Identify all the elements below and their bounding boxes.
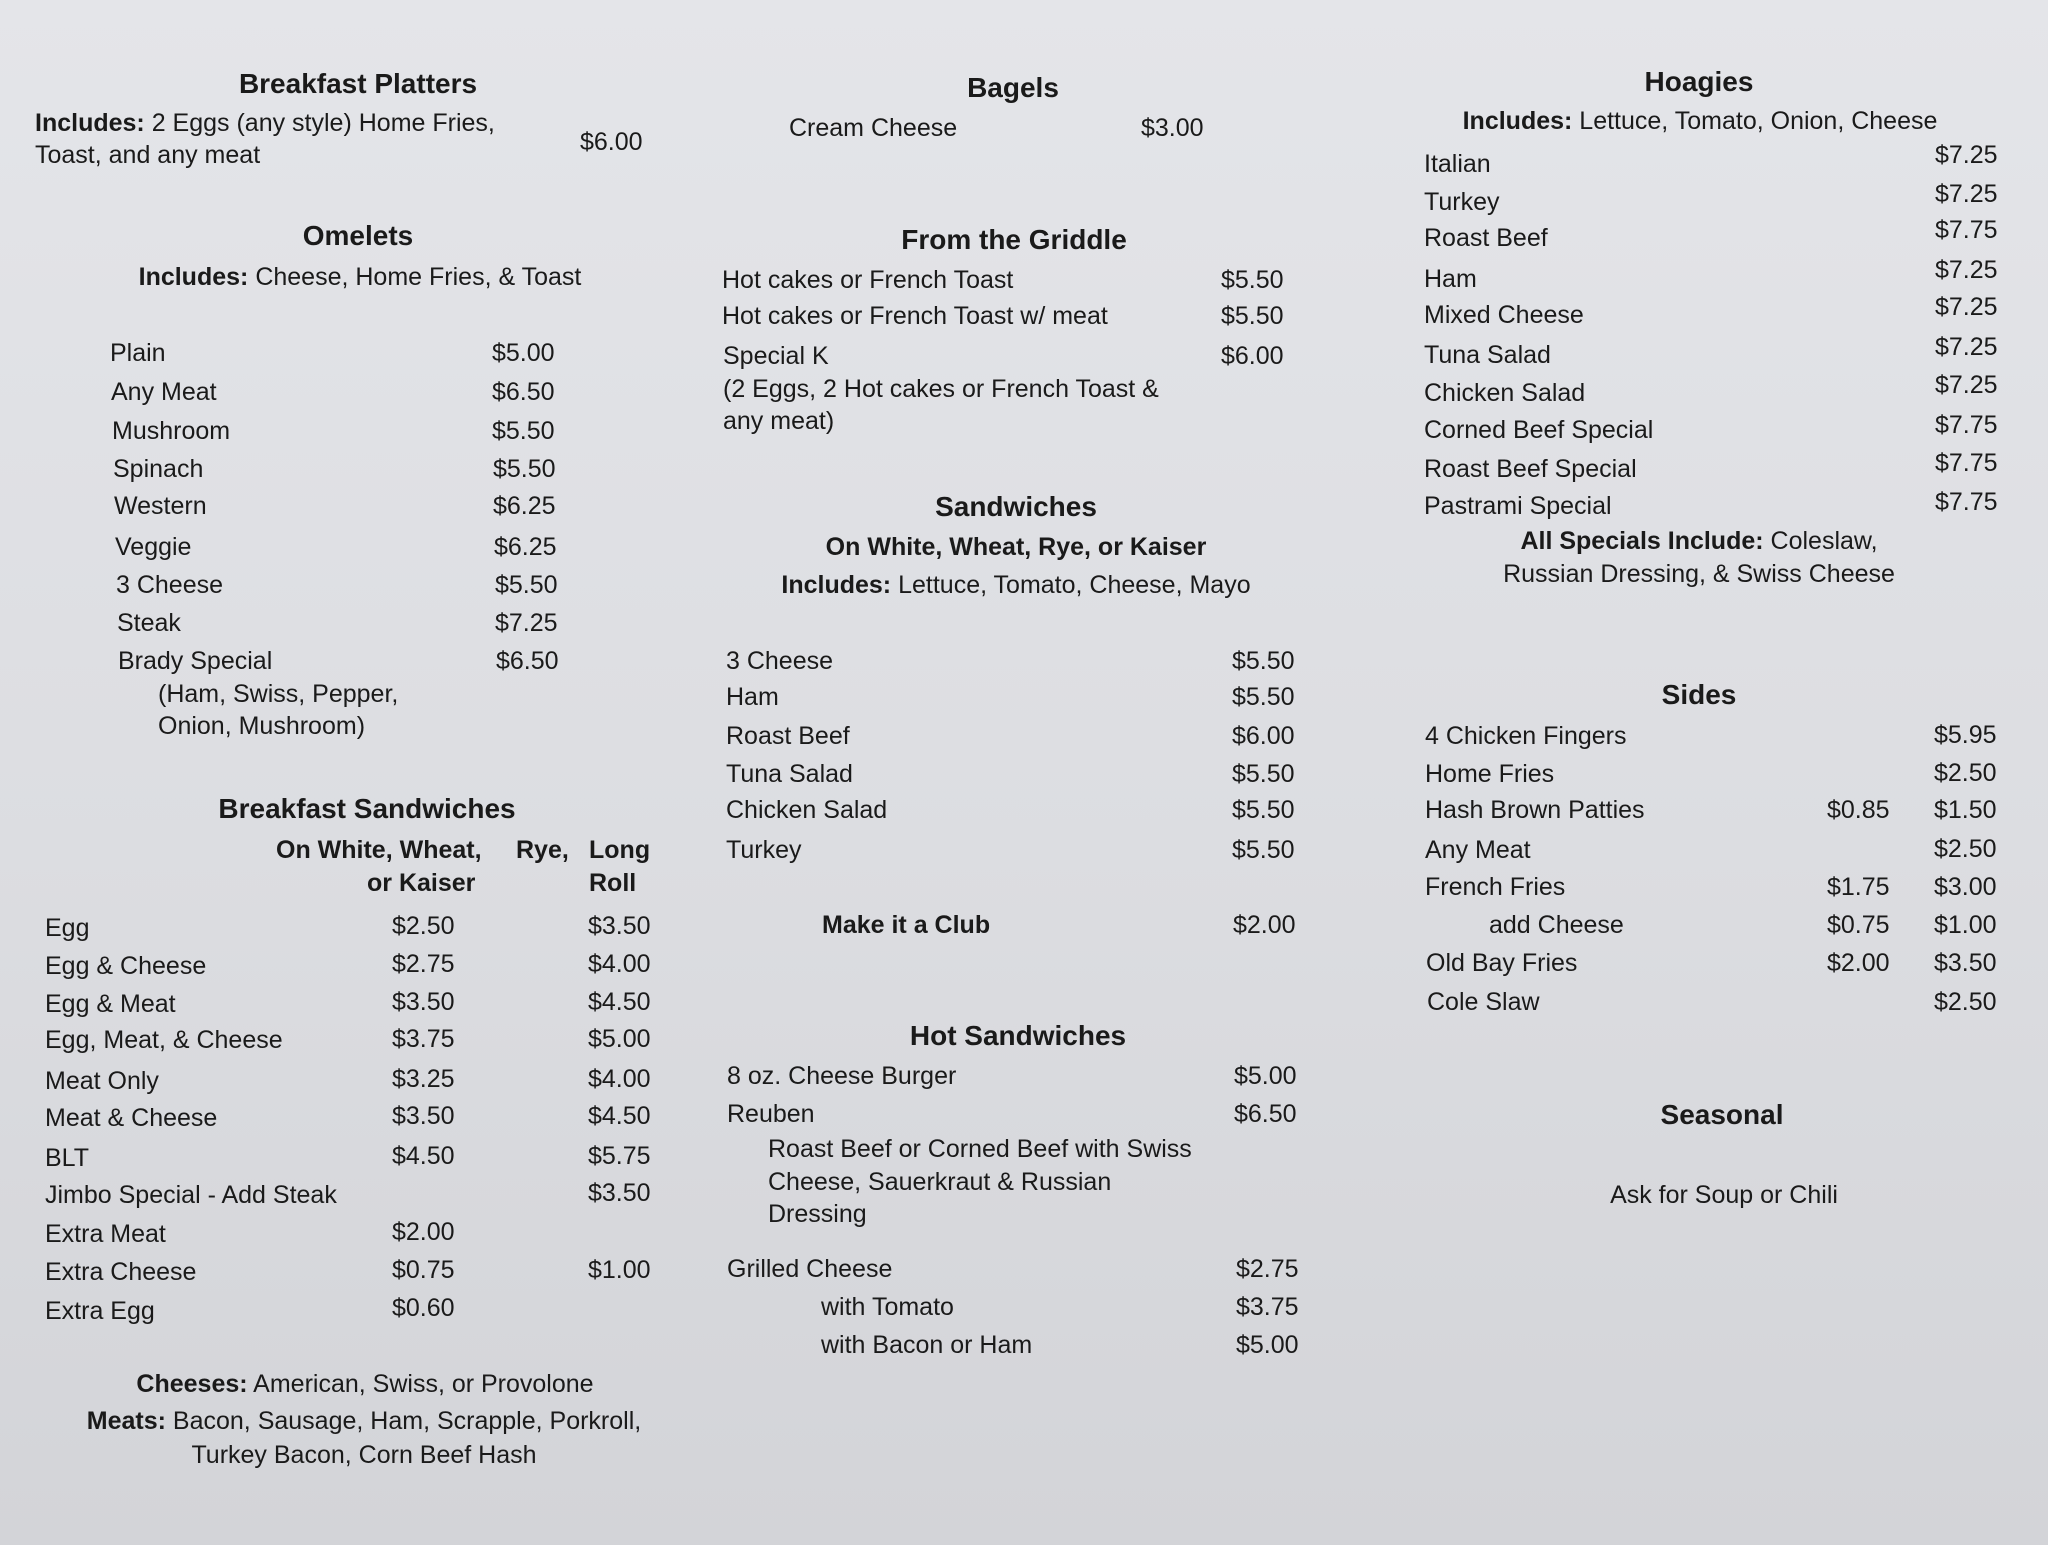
item-price: $2.50 bbox=[1934, 835, 1997, 863]
list-item: Reuben bbox=[727, 1100, 815, 1128]
price-col2: $5.75 bbox=[588, 1142, 651, 1170]
item-price: $6.00 bbox=[1221, 342, 1284, 370]
includes-text: Cheese, Home Fries, & Toast bbox=[255, 263, 582, 291]
price-col1: $0.75 bbox=[392, 1256, 455, 1284]
list-item: Plain bbox=[110, 339, 166, 367]
price-col2: $4.00 bbox=[588, 1065, 651, 1093]
item-price: $5.50 bbox=[1232, 796, 1295, 824]
meats-label: Meats: bbox=[86, 1407, 166, 1435]
price-col1: $3.50 bbox=[392, 1102, 455, 1130]
list-item: 8 oz. Cheese Burger bbox=[727, 1062, 957, 1090]
item-price: $6.00 bbox=[1232, 722, 1295, 750]
item-price: $6.50 bbox=[496, 647, 559, 675]
item-price: $1.00 bbox=[1934, 911, 1997, 939]
club-price: $2.00 bbox=[1233, 911, 1296, 939]
includes-text: 2 Eggs (any style) Home Fries, bbox=[151, 109, 495, 137]
list-item: Jimbo Special - Add Steak bbox=[45, 1181, 337, 1209]
list-item: Hot cakes or French Toast w/ meat bbox=[722, 302, 1108, 330]
small-price: $0.75 bbox=[1827, 911, 1890, 939]
item-price: $5.00 bbox=[1234, 1062, 1297, 1090]
list-item: Ham bbox=[726, 683, 779, 711]
list-item: Home Fries bbox=[1425, 760, 1555, 788]
list-item: 4 Chicken Fingers bbox=[1425, 722, 1627, 750]
includes-label: Includes: bbox=[35, 109, 145, 137]
price-col2: $3.50 bbox=[588, 1179, 651, 1207]
item-price: $7.25 bbox=[1935, 293, 1998, 321]
hoagies-title: Hoagies bbox=[1644, 66, 1754, 97]
item-price: $7.25 bbox=[1935, 256, 1998, 284]
item-price: $5.50 bbox=[492, 417, 555, 445]
bagel-price: $3.00 bbox=[1141, 114, 1204, 142]
item-price: $6.50 bbox=[492, 378, 555, 406]
griddle-title: From the Griddle bbox=[901, 224, 1127, 255]
specials-label: All Specials Include: bbox=[1520, 527, 1764, 555]
reuben-desc-line3: Dressing bbox=[768, 1200, 867, 1228]
item-price: $2.50 bbox=[1934, 988, 1997, 1016]
item-price: $3.75 bbox=[1236, 1293, 1299, 1321]
item-price: $1.50 bbox=[1934, 796, 1997, 824]
item-price: $2.75 bbox=[1236, 1255, 1299, 1283]
list-item: Roast Beef Special bbox=[1424, 455, 1637, 483]
bs-col2-header: Long bbox=[589, 836, 651, 864]
list-item: with Tomato bbox=[821, 1293, 954, 1321]
specials-note bbox=[1520, 526, 1877, 556]
bs-rye-header: Rye, bbox=[516, 836, 569, 864]
list-item: Steak bbox=[117, 609, 181, 637]
list-item: Roast Beef bbox=[726, 722, 850, 750]
includes-label: Includes: bbox=[138, 263, 249, 291]
price-col1: $3.25 bbox=[392, 1065, 455, 1093]
breakfast-platters-includes-line2: Toast, and any meat bbox=[35, 141, 261, 169]
bs-col2-header-line2: Roll bbox=[589, 869, 637, 897]
includes-text: Lettuce, Tomato, Cheese, Mayo bbox=[898, 571, 1251, 599]
item-price: $7.25 bbox=[495, 609, 558, 637]
list-item: Egg & Meat bbox=[45, 990, 176, 1018]
meats-line2: Turkey Bacon, Corn Beef Hash bbox=[191, 1441, 537, 1469]
small-price: $0.85 bbox=[1827, 796, 1890, 824]
list-item: Cole Slaw bbox=[1427, 988, 1540, 1016]
small-price: $1.75 bbox=[1827, 873, 1890, 901]
price-col2: $4.00 bbox=[588, 950, 651, 978]
seasonal-text: Ask for Soup or Chili bbox=[1610, 1181, 1838, 1209]
list-item: add Cheese bbox=[1489, 911, 1624, 939]
list-item: Meat & Cheese bbox=[45, 1104, 218, 1132]
list-item: Extra Meat bbox=[45, 1220, 166, 1248]
seasonal-title: Seasonal bbox=[1660, 1099, 1784, 1130]
hot-sandwiches-title: Hot Sandwiches bbox=[909, 1020, 1127, 1051]
item-price: $5.50 bbox=[1232, 647, 1295, 675]
item-price: $6.25 bbox=[494, 533, 557, 561]
list-item: Extra Egg bbox=[45, 1297, 155, 1325]
list-item: Hash Brown Patties bbox=[1425, 796, 1645, 824]
item-price: $7.75 bbox=[1935, 488, 1998, 516]
price-col2: $3.50 bbox=[588, 912, 651, 940]
price-col1: $2.50 bbox=[392, 912, 455, 940]
sandwiches-subtitle: On White, Wheat, Rye, or Kaiser bbox=[825, 533, 1207, 561]
sandwiches-title: Sandwiches bbox=[935, 491, 1097, 522]
item-price: $7.25 bbox=[1935, 371, 1998, 399]
specials-text: Coleslaw, bbox=[1770, 527, 1878, 555]
bagel-item: Cream Cheese bbox=[789, 114, 958, 142]
list-item: Chicken Salad bbox=[1424, 379, 1586, 407]
club-label: Make it a Club bbox=[822, 911, 991, 939]
item-price: $7.75 bbox=[1935, 216, 1998, 244]
item-price: $6.25 bbox=[493, 492, 556, 520]
item-price: $5.95 bbox=[1934, 721, 1997, 749]
meats-text: Bacon, Sausage, Ham, Scrapple, Porkroll, bbox=[172, 1407, 642, 1435]
cheeses-label: Cheeses: bbox=[136, 1370, 248, 1398]
list-item: Grilled Cheese bbox=[727, 1255, 893, 1283]
list-item: Pastrami Special bbox=[1424, 492, 1612, 520]
price-col2: $5.00 bbox=[588, 1025, 651, 1053]
list-item: 3 Cheese bbox=[726, 647, 834, 675]
list-item: Egg, Meat, & Cheese bbox=[45, 1026, 283, 1054]
list-item: Mixed Cheese bbox=[1424, 301, 1584, 329]
sides-title: Sides bbox=[1661, 679, 1737, 710]
list-item: Any Meat bbox=[1425, 836, 1531, 864]
list-item: Brady Special bbox=[118, 647, 273, 675]
reuben-desc-line2: Cheese, Sauerkraut & Russian bbox=[768, 1168, 1112, 1196]
list-item: Any Meat bbox=[111, 378, 217, 406]
list-item: Roast Beef bbox=[1424, 224, 1548, 252]
breakfast-platters-price: $6.00 bbox=[580, 128, 643, 156]
list-item: Spinach bbox=[113, 455, 204, 483]
list-item: Egg bbox=[45, 914, 90, 942]
small-price: $2.00 bbox=[1827, 949, 1890, 977]
list-item: Turkey bbox=[1424, 188, 1500, 216]
list-item: Special K bbox=[723, 342, 829, 370]
item-price: $5.50 bbox=[495, 571, 558, 599]
price-col1: $3.75 bbox=[392, 1025, 455, 1053]
item-price: $6.50 bbox=[1234, 1100, 1297, 1128]
price-col1: $2.75 bbox=[392, 950, 455, 978]
omelets-includes bbox=[139, 262, 582, 292]
cheeses-text: American, Swiss, or Provolone bbox=[253, 1370, 594, 1398]
includes-label: Includes: bbox=[1462, 107, 1573, 135]
includes-text: Lettuce, Tomato, Onion, Cheese bbox=[1579, 107, 1938, 135]
breakfast-sandwiches-title: Breakfast Sandwiches bbox=[218, 793, 516, 824]
item-price: $5.50 bbox=[1232, 760, 1295, 788]
breakfast-platters-title: Breakfast Platters bbox=[238, 68, 478, 99]
list-item: with Bacon or Ham bbox=[821, 1331, 1033, 1359]
list-item: Extra Cheese bbox=[45, 1258, 197, 1286]
item-price: $5.50 bbox=[1232, 683, 1295, 711]
meats-line bbox=[87, 1406, 641, 1436]
item-price: $5.00 bbox=[492, 339, 555, 367]
price-col1: $0.60 bbox=[392, 1294, 455, 1322]
list-item: French Fries bbox=[1425, 873, 1566, 901]
price-col1: $4.50 bbox=[392, 1142, 455, 1170]
price-col2: $4.50 bbox=[588, 1102, 651, 1130]
list-item: Tuna Salad bbox=[726, 760, 853, 788]
brady-note: (Ham, Swiss, Pepper, bbox=[158, 680, 399, 708]
item-price: $5.00 bbox=[1236, 1331, 1299, 1359]
list-item: BLT bbox=[45, 1144, 89, 1172]
list-item: Turkey bbox=[726, 836, 802, 864]
item-price: $7.25 bbox=[1935, 180, 1998, 208]
item-price: $7.25 bbox=[1935, 333, 1998, 361]
list-item: Corned Beef Special bbox=[1424, 416, 1654, 444]
list-item: Veggie bbox=[115, 533, 192, 561]
item-price: $3.00 bbox=[1934, 873, 1997, 901]
list-item: Egg & Cheese bbox=[45, 952, 207, 980]
list-item: Meat Only bbox=[45, 1067, 159, 1095]
item-price: $5.50 bbox=[1221, 302, 1284, 330]
special-k-note-line2: any meat) bbox=[723, 407, 835, 435]
list-item: Italian bbox=[1424, 150, 1491, 178]
breakfast-platters-includes bbox=[35, 108, 495, 138]
includes-label: Includes: bbox=[781, 571, 892, 599]
specials-note-line2: Russian Dressing, & Swiss Cheese bbox=[1503, 560, 1895, 588]
list-item: Hot cakes or French Toast bbox=[722, 266, 1014, 294]
item-price: $5.50 bbox=[1221, 266, 1284, 294]
item-price: $7.75 bbox=[1935, 449, 1998, 477]
item-price: $5.50 bbox=[493, 455, 556, 483]
item-price: $7.25 bbox=[1935, 141, 1998, 169]
hoagies-includes bbox=[1463, 106, 1938, 136]
price-col2: $1.00 bbox=[588, 1256, 651, 1284]
item-price: $2.50 bbox=[1934, 759, 1997, 787]
price-col1: $3.50 bbox=[392, 988, 455, 1016]
bs-col1-header-line2: or Kaiser bbox=[367, 869, 476, 897]
list-item: 3 Cheese bbox=[116, 571, 224, 599]
bs-col1-header: On White, Wheat, bbox=[276, 836, 482, 864]
brady-note-line2: Onion, Mushroom) bbox=[158, 712, 366, 740]
list-item: Old Bay Fries bbox=[1426, 949, 1578, 977]
price-col1: $2.00 bbox=[392, 1218, 455, 1246]
item-price: $3.50 bbox=[1934, 949, 1997, 977]
cheeses-line bbox=[136, 1369, 593, 1399]
list-item: Mushroom bbox=[112, 417, 231, 445]
omelets-title: Omelets bbox=[302, 220, 414, 251]
list-item: Chicken Salad bbox=[726, 796, 888, 824]
special-k-note: (2 Eggs, 2 Hot cakes or French Toast & bbox=[723, 375, 1159, 403]
reuben-desc: Roast Beef or Corned Beef with Swiss bbox=[768, 1135, 1192, 1163]
list-item: Western bbox=[114, 492, 207, 520]
item-price: $7.75 bbox=[1935, 411, 1998, 439]
list-item: Tuna Salad bbox=[1424, 341, 1551, 369]
list-item: Ham bbox=[1424, 265, 1477, 293]
sandwiches-includes bbox=[781, 570, 1250, 600]
item-price: $5.50 bbox=[1232, 836, 1295, 864]
price-col2: $4.50 bbox=[588, 988, 651, 1016]
bagels-title: Bagels bbox=[967, 72, 1059, 103]
